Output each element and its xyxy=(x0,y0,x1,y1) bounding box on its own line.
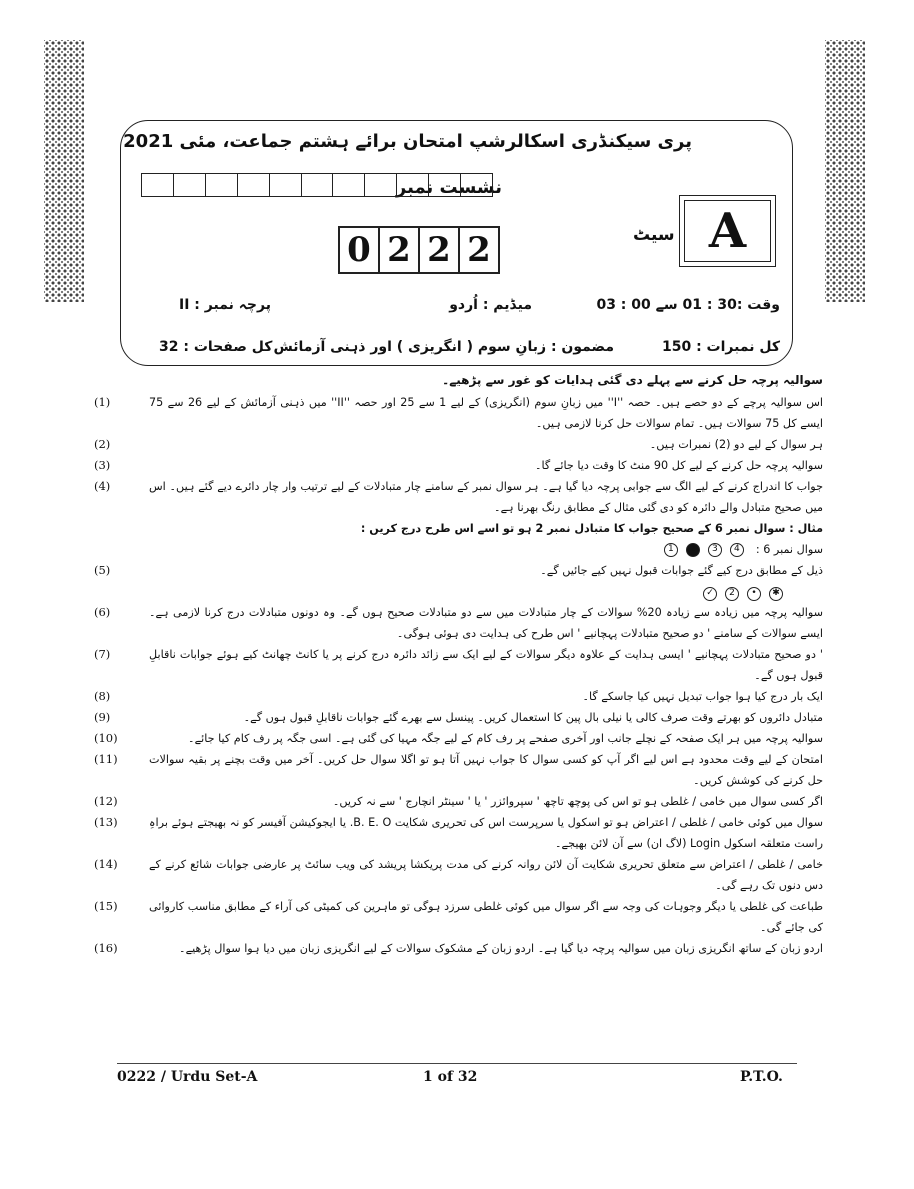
instruction-item xyxy=(94,686,823,707)
exam-subject: مضمون : زبانِ سوم ( انگریزی ) اور ذہنی آزمائش xyxy=(273,339,614,355)
instruction-number: (11) xyxy=(94,752,118,766)
instruction-item xyxy=(94,434,823,455)
set-box xyxy=(679,195,776,267)
instruction-number: (8) xyxy=(94,689,111,703)
answer-bubble-filled: 2 xyxy=(686,543,700,557)
instruction-item xyxy=(94,392,823,434)
decorative-pattern-right xyxy=(825,40,865,302)
paper-code xyxy=(338,226,500,274)
instruction-item xyxy=(94,812,823,854)
instruction-number: (5) xyxy=(94,563,111,577)
instruction-text: سوالیہ پرچہ حل کرنے کے لیے کل 90 منٹ کا وقت دیا جائے گا۔ xyxy=(534,459,823,472)
answer-bubble: 3 xyxy=(708,543,722,557)
instruction-number: (9) xyxy=(94,710,111,724)
footer-page-number: 1 of 32 xyxy=(423,1069,478,1085)
instruction-number: (3) xyxy=(94,458,111,472)
instruction-text: سوالیہ پرچہ میں زیادہ سے زیادہ 20% سوالات کے چار متبادلات میں سے دو متبادلات صحیح ہوں گے۔ وہ دونوں متبادلات درج کرنا لازمی ہے۔ ایسے سوالات کے سامنے ' دو صحیح متبادلات پہچانیے ' اس طرح کی ہدایت دی ہوئی ہوگی۔ xyxy=(149,606,824,640)
instruction-number: (1) xyxy=(94,395,111,409)
footer-paper-code: 0222 / Urdu Set-A xyxy=(117,1069,258,1085)
seat-digit-box[interactable] xyxy=(270,174,302,196)
invalid-tick-bubble: ✓ xyxy=(703,587,717,601)
paper-number: پرچہ نمبر : II xyxy=(179,297,271,313)
seat-digit-box[interactable] xyxy=(238,174,270,196)
instruction-text: اردو زبان کے ساتھ انگریزی زبان میں سوالیہ پرچہ دیا گیا ہے۔ اردو زبان کے مشکوک سوالات کے لیے انگریزی زبان میں دیا ہوا سوال پڑھیے۔ xyxy=(179,942,823,955)
instruction-number: (12) xyxy=(94,794,118,808)
instruction-number: (10) xyxy=(94,731,118,745)
instruction-text: ایک بار درج کیا ہوا جواب تبدیل نہیں کیا جاسکے گا۔ xyxy=(582,690,823,703)
paper-code-digit: 2 xyxy=(378,228,418,272)
instruction-item xyxy=(94,728,823,749)
instruction-text: اس سوالیہ پرچے کے دو حصے ہیں۔ حصہ ''I'' میں زبانِ سوم (انگریزی) کے لیے 1 سے 25 اور حصہ ''II'' میں ذہنی آزمائش کے لیے 26 سے 75 ایسے کل 75 سوالات ہیں۔ تمام سوالات حل کرنا لازمی ہیں۔ xyxy=(149,396,824,430)
seat-digit-box[interactable] xyxy=(333,174,365,196)
footer-divider xyxy=(117,1063,797,1064)
seat-number-label: نشست نمبر xyxy=(395,177,502,198)
exam-header-box xyxy=(120,120,793,366)
instruction-text: متبادل دائروں کو بھرتے وقت صرف کالی یا نیلی بال پین کا استعمال کریں۔ پینسل سے بھرے گئے جوابات ناقابلِ قبول ہوں گے۔ xyxy=(243,711,823,724)
instruction-text: سوال میں کوئی خامی / غلطی / اعتراض ہو تو اسکول یا سرپرست اس کی تحریری شکایت B. E. O. یا ایجوکیشن آفیسر کو نہ بھیجتے ہوئے براہِ راست متعلقہ اسکول Login (لاگ ان) سے آن لائن بھیجے۔ xyxy=(149,816,824,850)
seat-digit-box[interactable] xyxy=(206,174,238,196)
seat-digit-box[interactable] xyxy=(429,174,461,196)
invalid-cross-bubble: ✱ xyxy=(769,587,783,601)
invalid-bubbles xyxy=(703,587,783,601)
seat-number-boxes[interactable] xyxy=(141,173,493,197)
exam-medium: میڈیم : اُردو xyxy=(449,297,532,313)
instruction-text: ہر سوال کے لیے دو (2) نمبرات ہیں۔ xyxy=(649,438,823,451)
exam-time: وقت :30 : 01 سے 00 : 03 xyxy=(596,297,780,313)
footer-pto: P.T.O. xyxy=(740,1069,783,1085)
set-value: A xyxy=(684,200,771,262)
total-pages: کل صفحات : 32 xyxy=(159,339,273,355)
instructions xyxy=(94,370,823,959)
instruction-number: (7) xyxy=(94,647,111,661)
seat-digit-box[interactable] xyxy=(174,174,206,196)
instruction-number: (6) xyxy=(94,605,111,619)
seat-digit-box[interactable] xyxy=(365,174,397,196)
instruction-number: (15) xyxy=(94,899,118,913)
decorative-pattern-left xyxy=(44,40,84,302)
instruction-text: طباعت کی غلطی یا دیگر وجوہات کی وجہ سے اگر سوال میں کوئی غلطی سرزد ہوگی تو ماہرین کی کمیٹی کی آراء کے مطابق مناسب کاروائی کی جائے گی۔ xyxy=(149,900,823,934)
exam-title: پری سیکنڈری اسکالرشپ امتحان برائے ہشتم جماعت، مئی 2021 xyxy=(123,131,692,152)
instruction-text: سوالیہ پرچہ میں ہر ایک صفحہ کے نچلے جانب اور آخری صفحے پر رف کام کے لیے جگہ مہیا کی گئی ہے۔ اسی جگہ پر رف کام کیا جائے۔ xyxy=(188,732,823,745)
instruction-item xyxy=(94,455,823,476)
instruction-item xyxy=(94,938,823,959)
instruction-item xyxy=(94,707,823,728)
invalid-dot-bubble: • xyxy=(747,587,761,601)
invalid-circled-bubble: 2 xyxy=(725,587,739,601)
example-line: مثال : سوال نمبر 6 کے صحیح جواب کا متبادل نمبر 2 ہو تو اسے اس طرح درج کریں : xyxy=(360,522,823,535)
instruction-item xyxy=(94,854,823,896)
example-row xyxy=(94,539,823,560)
instructions-intro: سوالیہ پرچہ حل کرنے سے پہلے دی گئی ہدایات کو غور سے پڑھیے۔ xyxy=(442,373,823,387)
instruction-number: (13) xyxy=(94,815,118,829)
total-marks: کل نمبرات : 150 xyxy=(661,339,780,355)
instruction-item xyxy=(94,644,823,686)
instruction-text: اگر کسی سوال میں خامی / غلطی ہو تو اس کی پوچھ تاچھ ' سپروائزر ' یا ' سینٹر انچارج ' سے نہ کریں۔ xyxy=(332,795,823,808)
paper-code-digit: 0 xyxy=(338,228,378,272)
instruction-number: (14) xyxy=(94,857,118,871)
paper-code-digit: 2 xyxy=(418,228,458,272)
set-label: سیٹ xyxy=(633,225,675,245)
seat-digit-box[interactable] xyxy=(397,174,429,196)
instruction-text: جواب کا اندراج کرنے کے لیے الگ سے جوابی پرچہ دیا گیا ہے۔ ہر سوال نمبر کے سامنے چار متبادلات کے لیے ترتیب وار چار دائرے دیے گئے ہیں۔ اس میں صحیح متبادل والے دائرہ کو دی گئی مثال کے مطابق رنگ بھرنا ہے۔ xyxy=(149,480,823,514)
answer-bubble: 1 xyxy=(664,543,678,557)
instruction-item xyxy=(94,476,823,518)
instruction-item xyxy=(94,896,823,938)
instruction-text: ذیل کے مطابق درج کیے گئے جوابات قبول نہیں کیے جائیں گے۔ xyxy=(540,564,823,577)
instruction-item xyxy=(94,791,823,812)
instruction-number: (16) xyxy=(94,941,118,955)
instruction-text: ' دو صحیح متبادلات پہچانیے ' ایسی ہدایت کے علاوہ دیگر سوالات کے لیے ایک سے زائد دائرہ درج کرنے پر یا کانٹ چھانٹ کیے ہوئے جوابات ناقابلِ قبول ہوں گے۔ xyxy=(149,648,823,682)
instruction-item xyxy=(94,602,823,644)
answer-bubble: 4 xyxy=(730,543,744,557)
instruction-item xyxy=(94,749,823,791)
seat-digit-box[interactable] xyxy=(302,174,334,196)
seat-digit-box[interactable] xyxy=(142,174,174,196)
example-bubbles xyxy=(664,543,744,557)
instruction-text: امتحان کے لیے وقت محدود ہے اس لیے اگر آپ کو کسی سوال کا جواب نہیں آتا ہو تو اگلا سوال حل کریں۔ آخر میں وقت بچنے پر بقیہ سوالات حل کرنے کی کوشش کریں۔ xyxy=(149,753,823,787)
instruction-number: (2) xyxy=(94,437,111,451)
paper-code-digit: 2 xyxy=(458,228,498,272)
instruction-number: (4) xyxy=(94,479,111,493)
instruction-item xyxy=(94,560,823,581)
example-question-label: سوال نمبر 6 : xyxy=(755,543,823,556)
seat-digit-box[interactable] xyxy=(461,174,492,196)
instruction-text: خامی / غلطی / اعتراض سے متعلق تحریری شکایت آن لائن روانہ کرنے کی مدت پریکشا پریشد کی ویب سائٹ پر عارضی جوابات شائع کرنے کے دس دنوں تک رہے گی۔ xyxy=(149,858,823,892)
invalid-marks-row xyxy=(94,581,823,602)
